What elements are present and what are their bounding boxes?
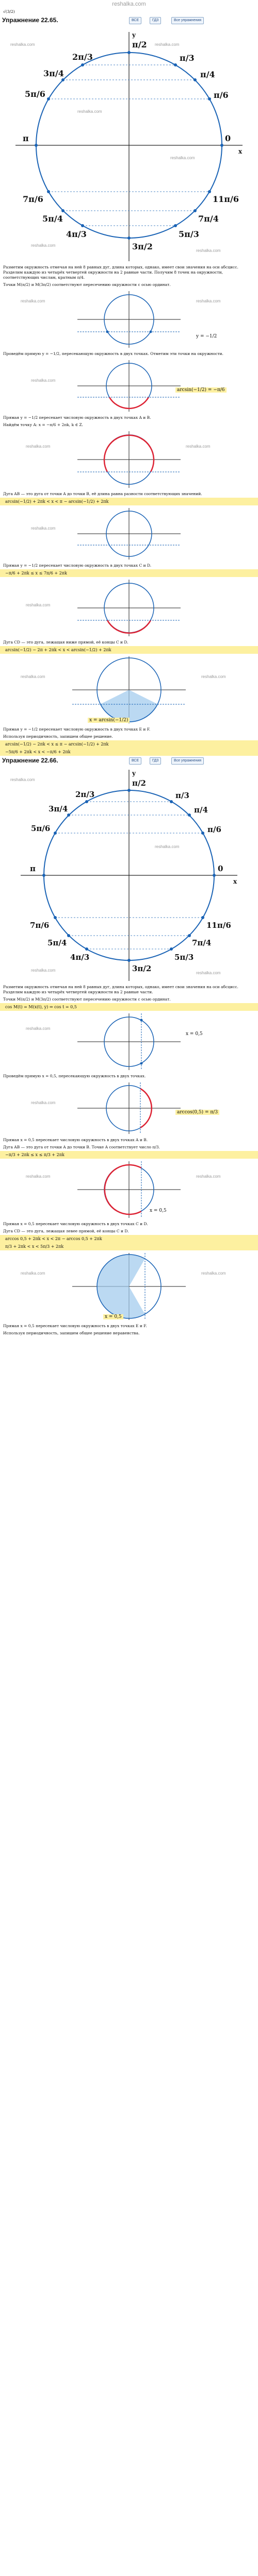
ex2-figure-c-svg [0, 1159, 258, 1221]
label-pi-6: π/6 [207, 825, 221, 834]
unit-circle-figure [0, 27, 258, 264]
ex1-paragraph-3: Проведём прямую y = −1/2, пересекающую окружность в двух точках. Отметим эти точки на окружности. [3, 351, 223, 356]
ex2-paragraph-6: Прямая x = 0,5 пересекает числовую окружность в двух точках C и D. [3, 1222, 148, 1226]
ex1-eq-e: arcsin(−1/2) − 2π + 2πk < x < arcsin(−1/2) + 2πk [0, 646, 258, 654]
label-5pi-4: 5π/4 [47, 938, 67, 947]
ex2-paragraph-8: Прямая x = 0,5 пересекает числовую окружность в двух точках E и F. [3, 1324, 147, 1328]
ex2-paragraph-5: Дуга AB — это дуга от точки A до точки B. Точке A соответствует число π/3. [3, 1145, 160, 1149]
ex1-paragraph-9: Прямая y = −1/2 пересекает числовую окружность в двух точках E и F. [3, 727, 151, 732]
watermark: reshalka.com [196, 971, 221, 975]
exercise-title: Упражнение 22.65. [2, 16, 58, 24]
ex1-paragraph-1: Разметим окружность отмечая на ней 8 равных дуг, длина которых, однако, имеет свои значения на оси абсцисс. Разделим каждую из четырёх четвертей окружности на 2 равные части. Получим 8 точек на окружности, соответствующих числам, кратным π/4. [3, 265, 238, 280]
label-7pi-6: 7π/6 [30, 921, 50, 930]
header-formula: √(3/2) [3, 9, 15, 14]
ex2-figure-b-svg [0, 1080, 258, 1137]
badge-all-exercises[interactable]: Все упражнения [171, 757, 204, 765]
ex1-eq-d: −π/6 + 2πk ≤ x ≤ 7π/6 + 2πk [0, 569, 258, 577]
label-4pi-3: 4π/3 [70, 953, 90, 962]
watermark: reshalka.com [196, 248, 221, 253]
ex1-paragraph-7: Прямая y = −1/2 пересекает числовую окружность в двух точках C и D. [3, 563, 152, 568]
watermark: reshalka.com [21, 299, 45, 303]
watermark: reshalka.com [196, 299, 221, 303]
ex1-paragraph-8: Дуга CD — это дуга, лежащая ниже прямой, её концы C и D. [3, 640, 128, 645]
badge-all-exercises[interactable]: Все упражнения [171, 17, 204, 24]
label-4pi-3: 4π/3 [66, 229, 87, 239]
site-header[interactable]: reshalka.com [112, 1, 146, 7]
watermark: reshalka.com [21, 1271, 45, 1276]
label-3pi-2: 3π/2 [132, 242, 153, 251]
watermark: reshalka.com [186, 444, 211, 449]
label-pi-2: π/2 [132, 778, 146, 788]
label-5pi-6: 5π/6 [25, 89, 45, 99]
label-3pi-4: 3π/4 [49, 804, 68, 814]
ex1-figure-e [0, 577, 258, 639]
label-3pi-4: 3π/4 [43, 69, 64, 78]
ex2-figure-d [0, 1250, 258, 1323]
label-2pi-3: 2π/3 [75, 790, 95, 799]
watermark: reshalka.com [21, 674, 45, 679]
label-5pi-4: 5π/4 [42, 214, 63, 224]
ex2-figure-b [0, 1080, 258, 1137]
label-7pi-6: 7π/6 [23, 194, 43, 204]
badge-all[interactable]: ВСЕ [129, 17, 141, 24]
ex1-figure-b [0, 358, 258, 414]
ex1-eq-f: x = arcsin(−1/2) [88, 718, 130, 723]
ex2-paragraph-9: Используя периодичность, запишем общее решение неравенства. [3, 1331, 140, 1335]
ex2-eq-b: x = 0,5 [186, 1031, 203, 1037]
watermark: reshalka.com [31, 378, 56, 383]
label-3pi-2: 3π/2 [132, 964, 152, 973]
label-pi-4: π/4 [194, 805, 208, 815]
label-pi-6: π/6 [214, 90, 229, 100]
watermark: reshalka.com [26, 1026, 51, 1031]
watermark: reshalka.com [26, 444, 51, 449]
ex2-eq-a: cos M(t) = M(x(t), y) ⇒ cos t = 0,5 [0, 1003, 258, 1011]
ex1-figure-d-svg [0, 505, 258, 562]
exercise-header [0, 15, 258, 27]
watermark: reshalka.com [196, 1174, 221, 1179]
watermark: reshalka.com [10, 777, 35, 782]
unit-circle-figure-2 [0, 767, 258, 984]
label-pi-3: π/3 [175, 791, 189, 800]
label-pi: π [23, 133, 29, 143]
watermark: reshalka.com [31, 1100, 56, 1105]
ex2-eq-e: x = 0,5 [150, 1208, 167, 1213]
ex1-eq-a: y = −1/2 [196, 334, 217, 339]
label-5pi-6: 5π/6 [31, 824, 51, 833]
ex1-figure-c-svg [0, 429, 258, 490]
ex2-figure-d-svg [0, 1250, 258, 1323]
ex1-figure-d [0, 505, 258, 562]
exercise-title: Упражнение 22.66. [2, 757, 58, 764]
ex2-paragraph-3: Проведём прямую x = 0,5, пересекающую окружность в двух точках. [3, 1074, 146, 1078]
watermark: reshalka.com [77, 109, 102, 114]
unit-circle-svg-2 [0, 767, 258, 984]
ex1-eq-c: arcsin(−1/2) + 2πk < x < π − arcsin(−1/2) + 2πk [0, 498, 258, 505]
ex1-figure-a [0, 289, 258, 350]
label-zero: 0 [218, 864, 223, 873]
ex2-paragraph-7: Дуга CD — это дуга, лежащая левее прямой, её концы C и D. [3, 1229, 129, 1233]
label-pi-3: π/3 [180, 53, 195, 63]
label-pi-2: π/2 [132, 40, 147, 49]
badge-gdz[interactable]: ГДЗ [150, 757, 161, 765]
label-y-axis: y [132, 31, 136, 39]
label-pi-4: π/4 [200, 70, 215, 79]
badge-gdz[interactable]: ГДЗ [150, 17, 161, 24]
watermark: reshalka.com [26, 603, 51, 607]
ex1-paragraph-10: Используя периодичность, запишем общее решение. [3, 734, 113, 739]
ex1-eq-g: arcsin(−1/2) − 2πk < x ≤ π − arcsin(−1/2) + 2πk [0, 740, 258, 748]
watermark: reshalka.com [26, 1174, 51, 1179]
watermark: reshalka.com [155, 42, 180, 47]
ex2-eq-d: −π/3 + 2πk ≤ x ≤ π/3 + 2πk [0, 1151, 258, 1159]
ex2-eq-f: arccos 0,5 + 2πk < x < 2π − arccos 0,5 + 2πk [0, 1235, 258, 1243]
label-x-axis: x [233, 878, 237, 885]
ex2-eq-h: x = 0,5 [103, 1314, 123, 1319]
ex1-eq-h: −5π/6 + 2πk < x < −π/6 + 2πk [0, 748, 258, 756]
ex1-paragraph-4: Прямая y = −1/2 пересекает числовую окружность в двух точках A и B. [3, 415, 151, 420]
ex2-paragraph-4: Прямая x = 0,5 пересекает числовую окружность в двух точках A и B. [3, 1138, 148, 1142]
ex1-figure-e-svg [0, 577, 258, 639]
ex1-figure-a-svg [0, 289, 258, 350]
ex1-figure-f [0, 654, 258, 726]
ex2-eq-c: arccos(0,5) = π/3 [175, 1110, 219, 1115]
watermark: reshalka.com [170, 156, 195, 160]
watermark: reshalka.com [31, 968, 56, 973]
ex1-figure-c [0, 429, 258, 490]
label-pi: π [30, 864, 36, 873]
ex1-figure-b-svg [0, 358, 258, 414]
label-7pi-4: 7π/4 [198, 214, 219, 224]
label-5pi-3: 5π/3 [179, 229, 199, 239]
label-11pi-6: 11π/6 [206, 921, 231, 930]
ex1-eq-b: arcsin(−1/2) = −π/6 [175, 387, 227, 393]
watermark: reshalka.com [201, 674, 226, 679]
label-5pi-3: 5π/3 [174, 953, 194, 962]
badge-all[interactable]: ВСЕ [129, 757, 141, 765]
label-x-axis: x [238, 148, 243, 155]
ex1-figure-f-svg [0, 654, 258, 726]
label-11pi-6: 11π/6 [213, 194, 239, 204]
label-zero: 0 [225, 133, 231, 143]
ex1-paragraph-6: Дуга AB — это дуга от точки A до точки B, её длина равна разности соответствующих значений. [3, 492, 202, 496]
watermark: reshalka.com [31, 526, 56, 531]
unit-circle-svg [0, 27, 258, 264]
ex2-eq-g: π/3 + 2πk < x < 5π/3 + 2πk [0, 1243, 258, 1250]
ex2-figure-a-svg [0, 1011, 258, 1073]
watermark: reshalka.com [155, 844, 180, 849]
label-7pi-4: 7π/4 [192, 938, 212, 947]
ex2-figure-c [0, 1159, 258, 1221]
ex2-figure-a [0, 1011, 258, 1073]
exercise-header [0, 756, 258, 767]
label-y-axis: y [132, 770, 136, 777]
ex1-paragraph-2: Точки M(π/2) и M(3π/2) соответствуют пересечению окружности с осью ординат. [3, 282, 171, 287]
ex2-paragraph-2: Точки M(π/2) и M(3π/2) соответствуют пересечению окружности с осью ординат. [3, 997, 171, 1002]
watermark: reshalka.com [201, 1271, 226, 1276]
label-2pi-3: 2π/3 [72, 52, 93, 62]
watermark: reshalka.com [10, 42, 35, 47]
watermark: reshalka.com [31, 243, 56, 248]
ex2-paragraph-1: Разметим окружность отмечая на ней 8 равных дуг, длина которых, однако, имеет свои значения на оси абсцисс. Разделим каждую из четырёх четвертей окружности на 2 равные части. [3, 985, 238, 994]
ex1-paragraph-5: Найдём точку A: x = −π/6 + 2πk, k ∈ Z. [3, 422, 83, 427]
